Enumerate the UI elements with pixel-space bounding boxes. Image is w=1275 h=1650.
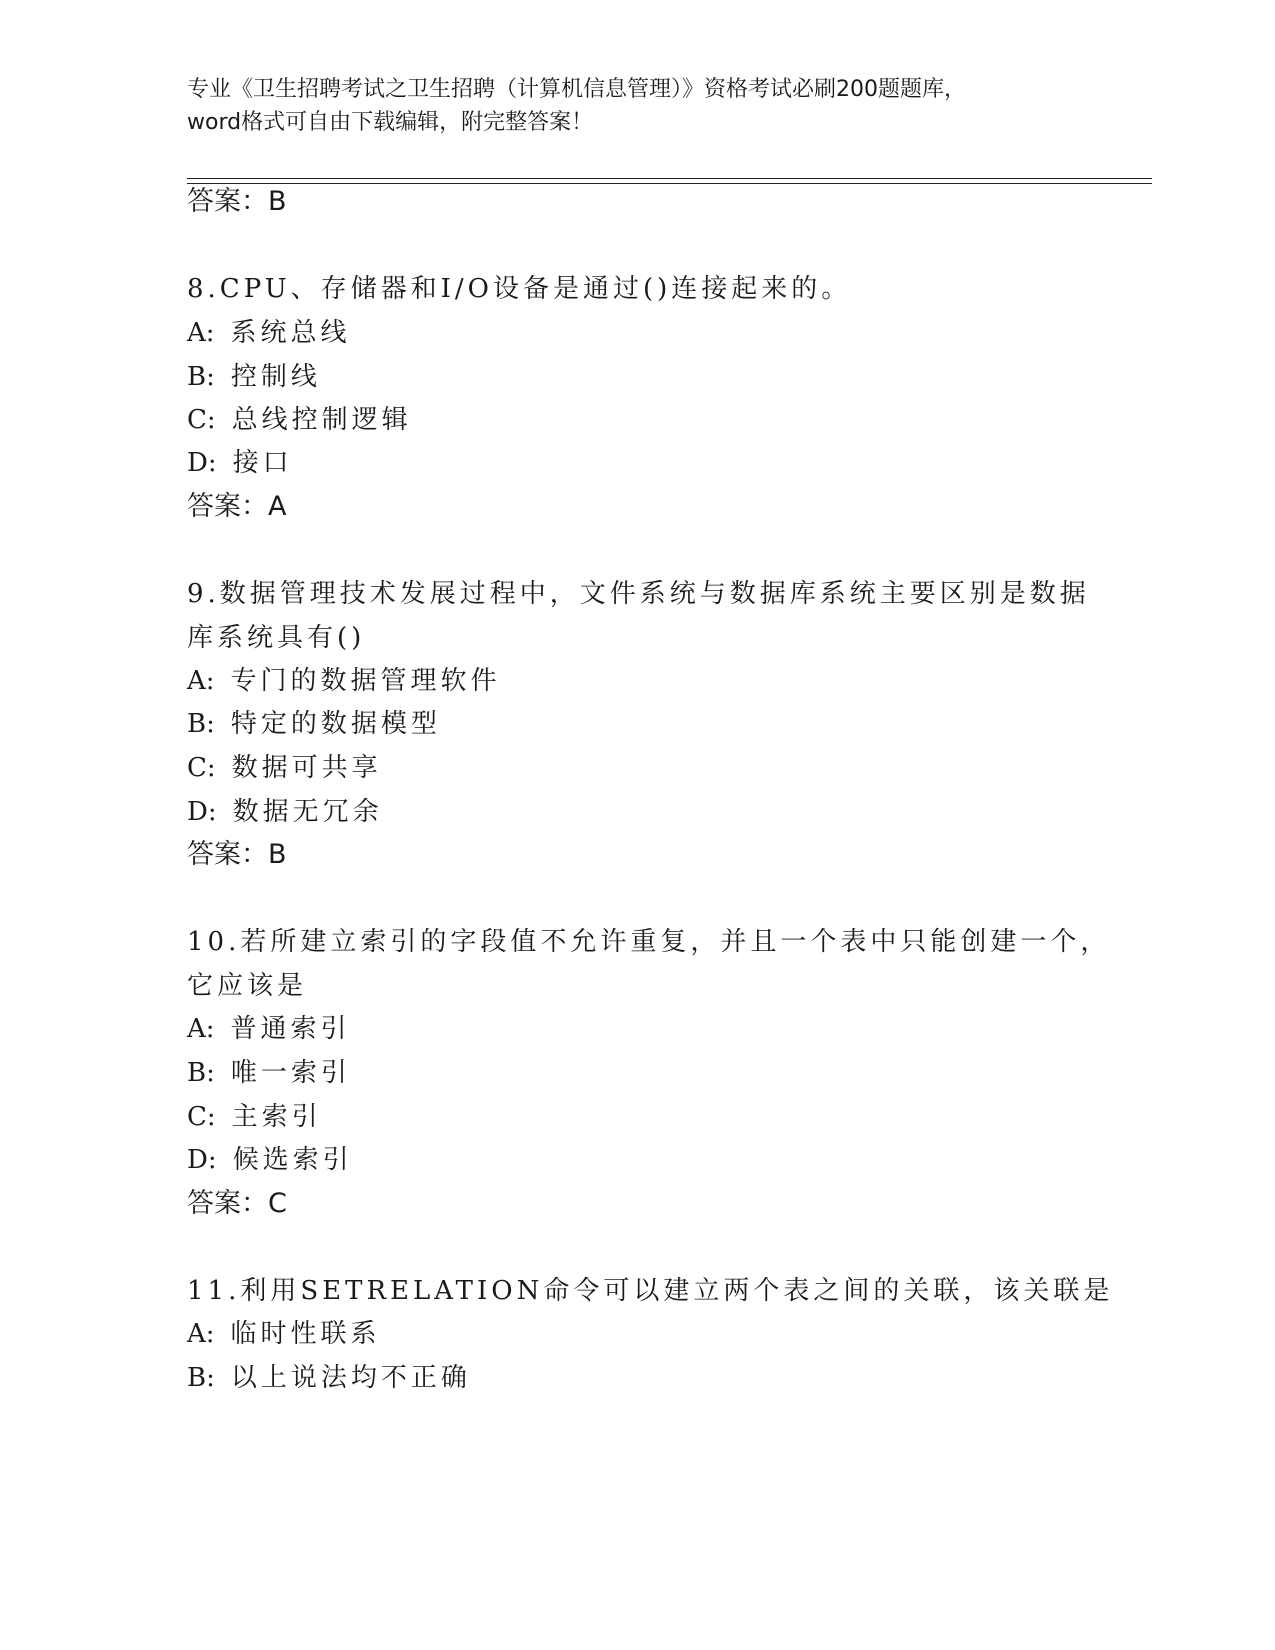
option-letter: B: bbox=[187, 362, 215, 392]
question-8-option-d bbox=[187, 443, 293, 483]
option-text: 普通索引 bbox=[230, 1014, 351, 1044]
option-letter: C: bbox=[187, 1102, 216, 1132]
option-letter: A: bbox=[187, 1014, 215, 1044]
question-9-text-line-2: 库系统具有() bbox=[187, 623, 366, 653]
question-10-option-c bbox=[187, 1097, 322, 1137]
prev-question-answer: 答案：B bbox=[187, 186, 287, 217]
option-letter: B: bbox=[187, 1363, 215, 1393]
option-text: 系统总线 bbox=[230, 318, 351, 348]
option-letter: B: bbox=[187, 1058, 215, 1088]
option-text: 专门的数据管理软件 bbox=[230, 666, 501, 696]
header-line-2: word格式可自由下载编辑，附完整答案！ bbox=[187, 110, 594, 135]
question-9-option-a bbox=[187, 661, 501, 701]
option-letter: D: bbox=[187, 1145, 217, 1175]
question-8-option-c bbox=[187, 400, 412, 440]
option-letter: A: bbox=[187, 318, 215, 348]
question-9-answer: 答案：B bbox=[187, 839, 287, 870]
question-10-text-line-2: 它应该是 bbox=[187, 971, 308, 1001]
question-8-option-b bbox=[187, 357, 321, 397]
question-10-answer: 答案：C bbox=[187, 1188, 287, 1219]
question-9-text-line-1: 9.数据管理技术发展过程中，文件系统与数据库系统主要区别是数据 bbox=[187, 579, 1090, 609]
header-divider-top bbox=[187, 178, 1152, 179]
option-text: 候选索引 bbox=[232, 1145, 353, 1175]
question-9-option-b bbox=[187, 704, 441, 744]
option-letter: C: bbox=[187, 753, 216, 783]
question-8-option-a bbox=[187, 313, 351, 353]
option-text: 数据可共享 bbox=[231, 753, 382, 783]
question-9-option-d bbox=[187, 792, 383, 832]
option-letter: C: bbox=[187, 405, 216, 435]
question-10-option-b bbox=[187, 1053, 351, 1093]
question-9-option-c bbox=[187, 748, 382, 788]
option-text: 总线控制逻辑 bbox=[231, 405, 412, 435]
question-11-option-a bbox=[187, 1314, 381, 1354]
question-8-answer: 答案：A bbox=[187, 491, 287, 522]
document-header bbox=[187, 73, 1087, 139]
question-10-option-d bbox=[187, 1140, 353, 1180]
option-text: 接口 bbox=[232, 448, 293, 478]
question-8-text: 8.CPU、存储器和I/O设备是通过()连接起来的。 bbox=[187, 274, 852, 304]
option-text: 控制线 bbox=[230, 362, 321, 392]
option-text: 主索引 bbox=[231, 1102, 322, 1132]
option-text: 临时性联系 bbox=[230, 1319, 381, 1349]
option-letter: B: bbox=[187, 709, 215, 739]
header-line-1: 专业《卫生招聘考试之卫生招聘（计算机信息管理）》资格考试必刷200题题库， bbox=[187, 77, 966, 102]
option-text: 数据无冗余 bbox=[232, 797, 383, 827]
question-10-text-line-1: 10.若所建立索引的字段值不允许重复，并且一个表中只能创建一个， bbox=[187, 927, 1111, 957]
option-letter: A: bbox=[187, 666, 215, 696]
option-text: 特定的数据模型 bbox=[230, 709, 441, 739]
header-divider-bottom bbox=[187, 183, 1152, 184]
option-text: 以上说法均不正确 bbox=[230, 1363, 471, 1393]
question-11-option-b bbox=[187, 1358, 471, 1398]
option-letter: D: bbox=[187, 797, 217, 827]
question-10-option-a bbox=[187, 1009, 351, 1049]
question-11-text: 11.利用SETRELATION命令可以建立两个表之间的关联，该关联是 bbox=[187, 1276, 1114, 1306]
option-letter: D: bbox=[187, 448, 217, 478]
option-text: 唯一索引 bbox=[230, 1058, 351, 1088]
option-letter: A: bbox=[187, 1319, 215, 1349]
